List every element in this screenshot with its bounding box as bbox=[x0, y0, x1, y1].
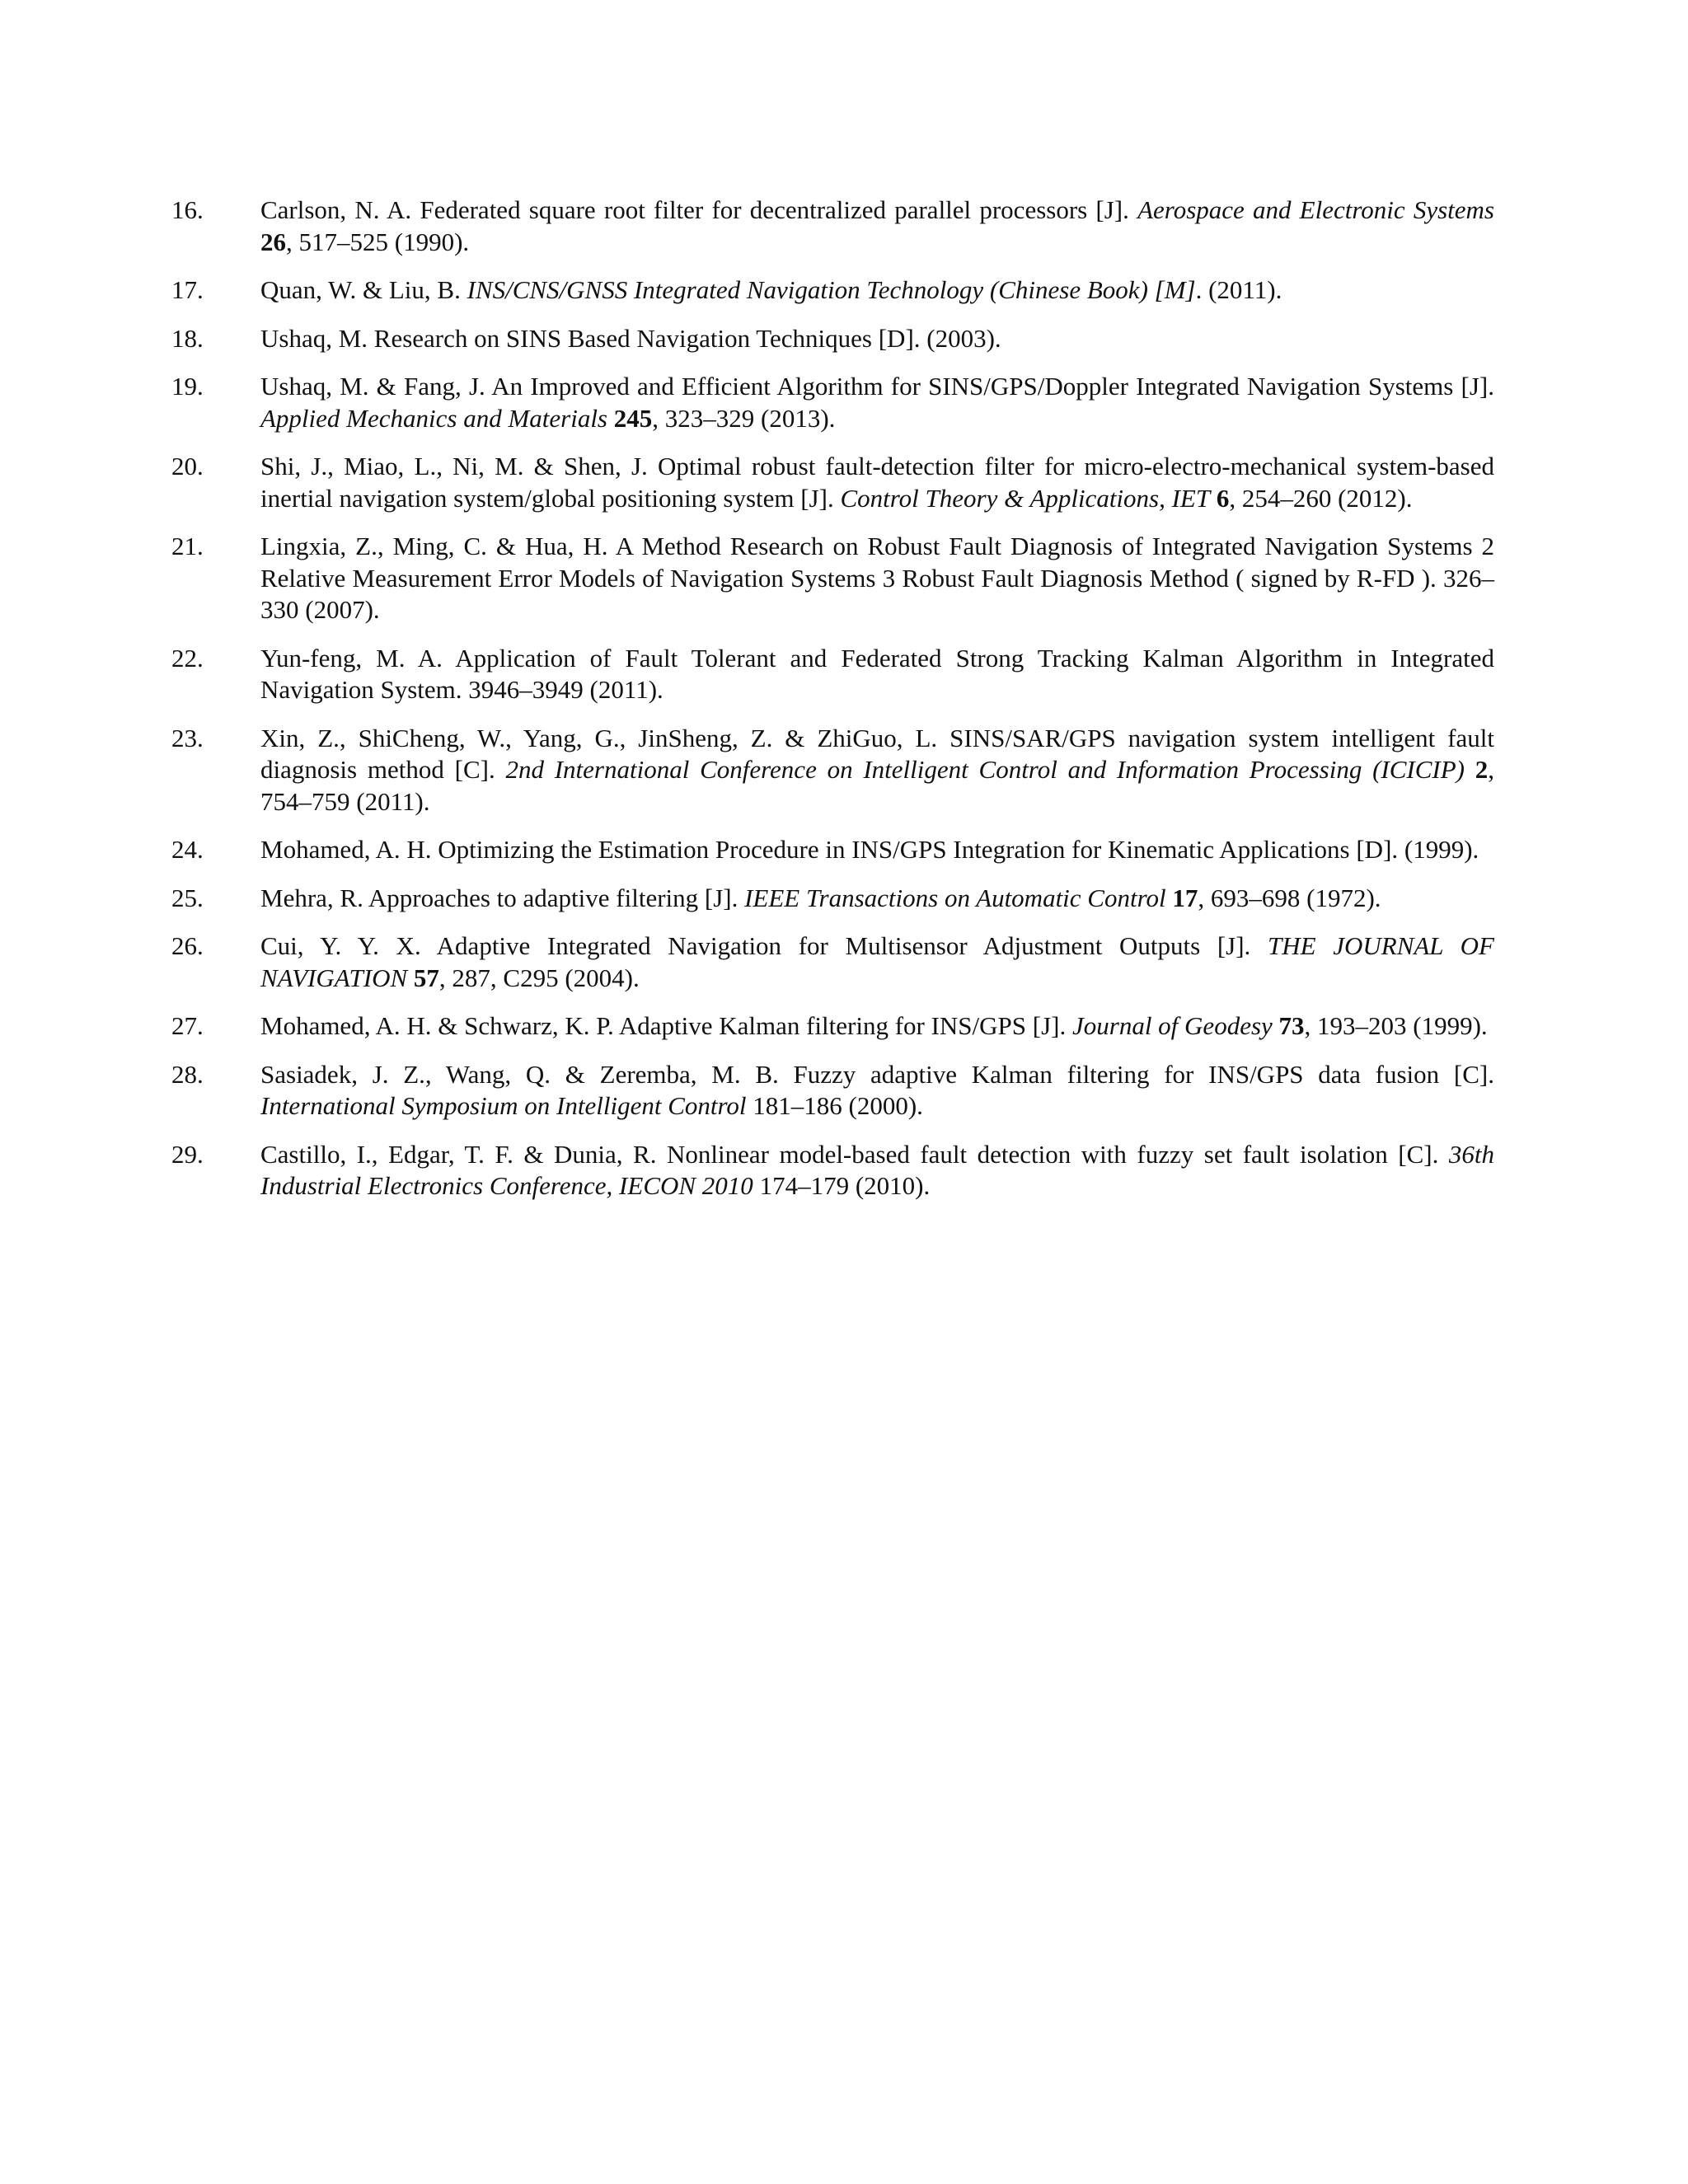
reference-text bbox=[260, 451, 1494, 514]
citation-text bbox=[1210, 484, 1217, 513]
reference-number: 19. bbox=[171, 372, 204, 401]
citation-text: , 254–260 (2012). bbox=[1229, 483, 1413, 513]
citation-text: 174–179 (2010). bbox=[753, 1171, 931, 1200]
reference-item bbox=[171, 1139, 1494, 1202]
citation-text: Quan, W. & Liu, B. bbox=[260, 275, 467, 304]
reference-item bbox=[171, 371, 1494, 434]
citation-text bbox=[1465, 755, 1475, 784]
citation-text: Yun-feng, M. A. Application of Fault Tolerant and Federated Strong Tracking Kalman Algorithm in Integrated Navigation System. 3946–3949 (2011). bbox=[260, 643, 1494, 704]
journal-title: 36th Industrial Electronics Conference, IECON 2010 bbox=[260, 1139, 1494, 1200]
citation-text: Ushaq, M. & Fang, J. An Improved and Efficient Algorithm for SINS/GPS/Doppler Integrated Navigation Systems [J]. bbox=[260, 372, 1494, 401]
reference-item bbox=[171, 643, 1494, 706]
reference-number: 27. bbox=[171, 1011, 204, 1040]
reference-text bbox=[260, 531, 1494, 626]
journal-title: INS/CNS/GNSS Integrated Navigation Technology (Chinese Book) [M] bbox=[467, 275, 1196, 304]
reference-text bbox=[260, 883, 1494, 915]
reference-number: 20. bbox=[171, 452, 204, 480]
reference-item bbox=[171, 194, 1494, 258]
citation-text: Carlson, N. A. Federated square root filter for decentralized parallel processors [J]. bbox=[260, 195, 1138, 224]
volume-number: 6 bbox=[1216, 483, 1230, 513]
journal-title: Aerospace and Electronic Systems bbox=[1137, 195, 1495, 224]
reference-number: 24. bbox=[171, 835, 204, 864]
citation-text bbox=[407, 963, 414, 992]
journal-title: Applied Mechanics and Materials bbox=[260, 403, 607, 433]
reference-item bbox=[171, 323, 1494, 355]
reference-item bbox=[171, 834, 1494, 866]
reference-item bbox=[171, 274, 1494, 307]
citation-text bbox=[1273, 1011, 1279, 1040]
reference-text bbox=[260, 1010, 1494, 1043]
citation-text: Mohamed, A. H. Optimizing the Estimation Procedure in INS/GPS Integration for Kinematic Applications [D]. (1999). bbox=[260, 835, 1479, 864]
reference-number: 18. bbox=[171, 323, 204, 353]
volume-number: 26 bbox=[260, 227, 286, 256]
reference-number: 16. bbox=[171, 195, 204, 224]
reference-item bbox=[171, 1010, 1494, 1043]
reference-number: 26. bbox=[171, 931, 204, 960]
citation-text: . (2011). bbox=[1195, 275, 1282, 304]
reference-item bbox=[171, 1059, 1494, 1122]
reference-text bbox=[260, 194, 1494, 258]
reference-text bbox=[260, 643, 1494, 706]
volume-number: 17 bbox=[1172, 883, 1198, 912]
reference-number: 25. bbox=[171, 883, 204, 912]
citation-text: , 287, C295 (2004). bbox=[438, 963, 640, 992]
reference-text bbox=[260, 274, 1494, 307]
reference-text bbox=[260, 930, 1494, 994]
citation-text: Cui, Y. Y. X. Adaptive Integrated Navigation for Multisensor Adjustment Outputs [J]. bbox=[260, 931, 1268, 960]
citation-text: Castillo, I., Edgar, T. F. & Dunia, R. Nonlinear model-based fault detection with fuzzy set fault isolation [C]. bbox=[260, 1139, 1449, 1169]
volume-number: 73 bbox=[1278, 1011, 1305, 1040]
reference-text bbox=[260, 834, 1494, 866]
citation-text: Ushaq, M. Research on SINS Based Navigation Techniques [D]. (2003). bbox=[260, 323, 1001, 353]
citation-text: Xin, Z., ShiCheng, W., Yang, G., JinSheng, Z. & ZhiGuo, L. SINS/SAR/GPS navigation system intelligent fault diagnosis method [C]. bbox=[260, 723, 1494, 784]
reference-text bbox=[260, 371, 1494, 434]
journal-title: 2nd International Conference on Intelligent Control and Information Processing (ICICIP) bbox=[505, 755, 1465, 784]
reference-item bbox=[171, 451, 1494, 514]
citation-text: Shi, J., Miao, L., Ni, M. & Shen, J. Optimal robust fault-detection filter for micro-electro-mechanical system-based inertial navigation system/global positioning system [J]. bbox=[260, 452, 1494, 513]
citation-text: , 323–329 (2013). bbox=[652, 403, 836, 433]
journal-title: Control Theory & Applications, IET bbox=[840, 483, 1211, 513]
citation-text: Sasiadek, J. Z., Wang, Q. & Zeremba, M. B. Fuzzy adaptive Kalman filtering for INS/GPS data fusion [C]. bbox=[260, 1059, 1494, 1089]
reference-number: 21. bbox=[171, 532, 204, 560]
journal-title: IEEE Transactions on Automatic Control bbox=[744, 883, 1166, 912]
reference-number: 28. bbox=[171, 1059, 204, 1089]
reference-text bbox=[260, 723, 1494, 818]
reference-number: 17. bbox=[171, 275, 204, 304]
citation-text: Lingxia, Z., Ming, C. & Hua, H. A Method Research on Robust Fault Diagnosis of Integrated Navigation Systems 2 Relative Measurement Error Models of Navigation Systems 3 Robust Fault Diagnosis Method ( signed by R-FD ). 326–330 (2007). bbox=[260, 532, 1494, 624]
citation-text: , 193–203 (1999). bbox=[1304, 1011, 1488, 1040]
journal-title: THE JOURNAL OF NAVIGATION bbox=[260, 931, 1494, 992]
reference-item bbox=[171, 723, 1494, 818]
volume-number: 245 bbox=[613, 403, 653, 433]
journal-title: International Symposium on Intelligent Control bbox=[260, 1091, 747, 1120]
citation-text: , 754–759 (2011). bbox=[260, 755, 1495, 816]
journal-title: Journal of Geodesy bbox=[1072, 1011, 1273, 1040]
reference-number: 29. bbox=[171, 1139, 204, 1169]
reference-item bbox=[171, 531, 1494, 626]
citation-text: , 517–525 (1990). bbox=[286, 227, 470, 256]
citation-text: , 693–698 (1972). bbox=[1198, 883, 1381, 912]
reference-text bbox=[260, 1059, 1494, 1122]
reference-text bbox=[260, 323, 1494, 355]
reference-list bbox=[171, 194, 1494, 1219]
citation-text: Mohamed, A. H. & Schwarz, K. P. Adaptive Kalman filtering for INS/GPS [J]. bbox=[260, 1011, 1072, 1040]
reference-number: 22. bbox=[171, 643, 204, 673]
citation-text bbox=[607, 404, 614, 433]
volume-number: 2 bbox=[1475, 755, 1489, 784]
citation-text: Mehra, R. Approaches to adaptive filtering [J]. bbox=[260, 883, 745, 912]
citation-text: 181–186 (2000). bbox=[746, 1091, 923, 1120]
volume-number: 57 bbox=[413, 963, 439, 992]
reference-text bbox=[260, 1139, 1494, 1202]
reference-item bbox=[171, 930, 1494, 994]
reference-number: 23. bbox=[171, 723, 204, 752]
reference-item bbox=[171, 883, 1494, 915]
